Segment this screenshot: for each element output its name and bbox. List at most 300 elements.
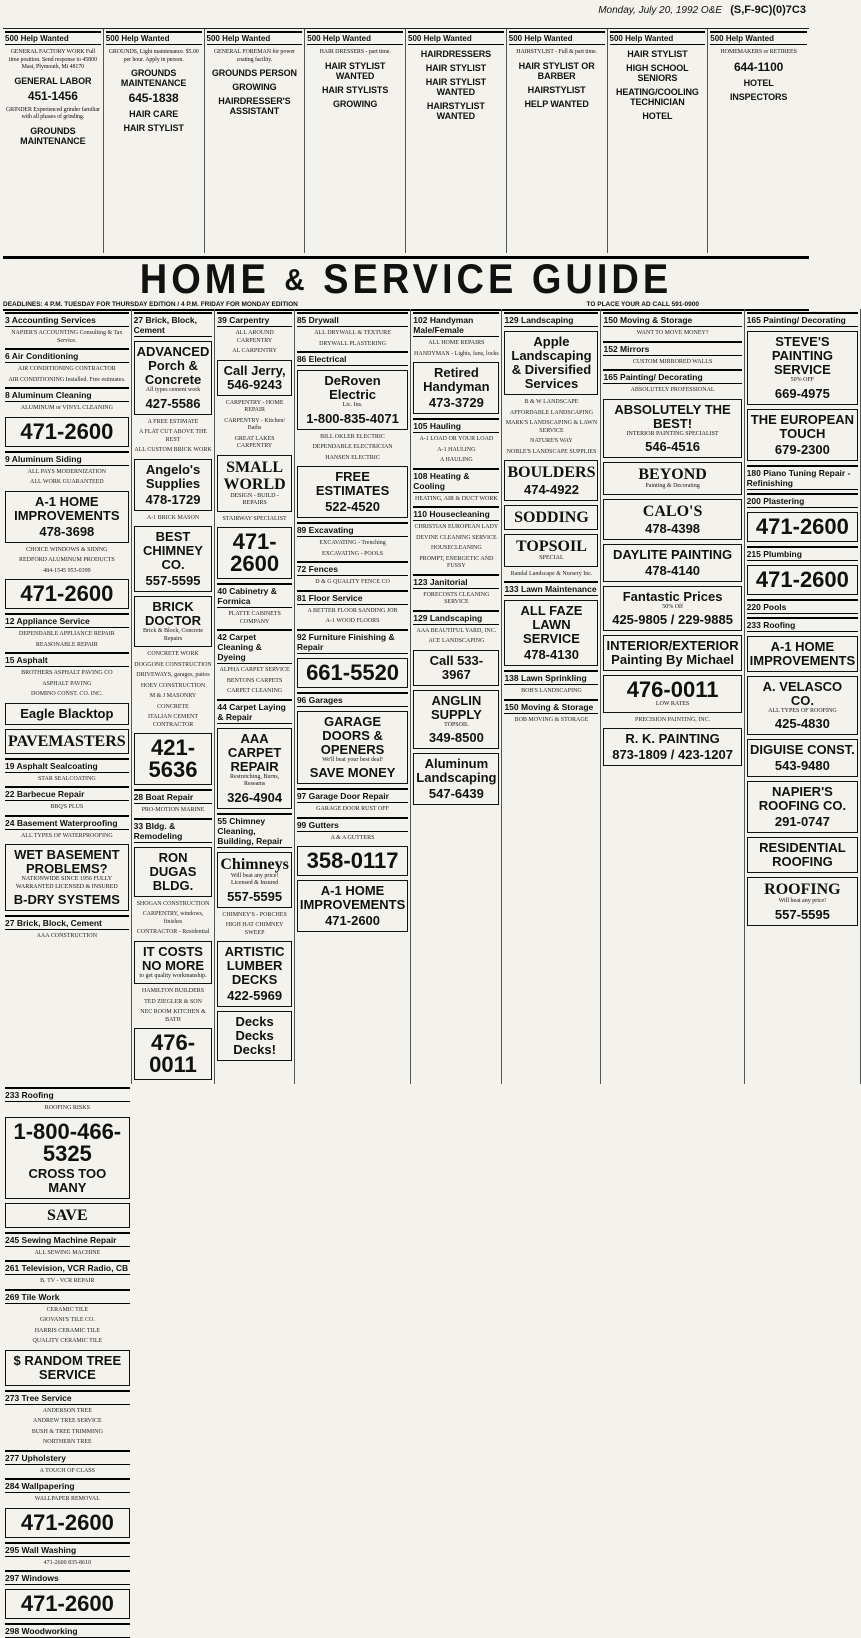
service-category-heading: 152 Mirrors bbox=[603, 341, 741, 356]
service-category-heading: 129 Landscaping bbox=[413, 610, 499, 625]
service-listing: ALL CUSTOM BRICK WORK bbox=[134, 447, 212, 453]
display-ad-text: Restretching, Burns, Reseams bbox=[230, 773, 280, 787]
display-ad bbox=[134, 459, 213, 511]
classified-ad: GROUNDS MAINTENANCE bbox=[120, 68, 187, 88]
display-ad-headline: A-1 HOME IMPROVEMENTS bbox=[14, 493, 120, 523]
display-ad-phone: 1-800-835-4071 bbox=[306, 410, 399, 426]
display-ad-headline: PAVEMASTERS bbox=[8, 732, 126, 750]
service-listing: ANDREW TREE SERVICE bbox=[33, 1418, 102, 1424]
display-ad bbox=[747, 739, 858, 777]
category-heading: 500 Help Wanted bbox=[610, 31, 706, 45]
classified-ad: HAIRSTYLIST - Full & part time. bbox=[516, 49, 598, 55]
display-ad-phone: 478-4140 bbox=[645, 562, 701, 578]
display-ad-headline: 661-5520 bbox=[306, 659, 400, 685]
issue-date: Monday, July 20, 1992 O&E bbox=[598, 5, 722, 16]
display-ad bbox=[504, 331, 598, 395]
service-category-heading: 261 Television, VCR Radio, CB bbox=[5, 1260, 130, 1275]
display-ad bbox=[504, 460, 598, 501]
classified-ad: HAIR STYLIST OR BARBER bbox=[518, 60, 595, 81]
service-listing: CONCRETE bbox=[157, 703, 189, 710]
display-ad-phone: 543-9480 bbox=[774, 758, 830, 773]
display-ad bbox=[217, 728, 291, 809]
service-category-heading: 8 Aluminum Cleaning bbox=[5, 387, 129, 402]
display-ad bbox=[603, 728, 741, 766]
display-ad-headline: 1-800-466-5325 bbox=[13, 1118, 122, 1166]
banner-title bbox=[3, 256, 809, 304]
display-ad bbox=[413, 650, 499, 686]
service-category-heading: 55 Chimney Cleaning, Building, Repair bbox=[217, 813, 291, 848]
service-category-heading: 233 Roofing bbox=[747, 617, 858, 632]
display-ad bbox=[747, 636, 858, 672]
display-ad-headline: Apple Landscaping & Diversified Services bbox=[511, 334, 592, 391]
classified-ad: 644-1100 bbox=[733, 59, 784, 74]
service-category-heading: 3 Accounting Services bbox=[5, 312, 129, 327]
display-ad bbox=[747, 409, 858, 461]
service-listing: ABSOLUTELY PROFESSIONAL bbox=[630, 387, 715, 393]
display-ad bbox=[747, 781, 858, 833]
service-listing: ALL WORK GUARANTEED bbox=[29, 479, 104, 485]
display-ad-headline: NAPIER'S ROOFING CO. bbox=[758, 784, 847, 813]
display-ad-text: LOW RATES bbox=[655, 701, 690, 707]
service-category-heading: 233 Roofing bbox=[5, 1087, 130, 1102]
display-ad-phone: 425-4830 bbox=[774, 716, 830, 731]
display-ad-headline: RESIDENTIAL ROOFING bbox=[759, 840, 846, 869]
display-ad bbox=[217, 360, 291, 396]
display-ad bbox=[217, 941, 291, 1007]
display-ad-phone: 546-4516 bbox=[645, 439, 701, 454]
service-category-heading: 215 Plumbing bbox=[747, 546, 858, 561]
classified-ad: HAIR STYLIST WANTED bbox=[425, 77, 487, 97]
classified-ad: GROUNDS MAINTENANCE bbox=[20, 125, 86, 146]
service-listing: AAA CONSTRUCTION bbox=[36, 933, 98, 939]
display-ad-phone: 427-5586 bbox=[145, 395, 201, 411]
display-ad-headline: BOULDERS bbox=[507, 464, 596, 481]
banner-title-home: HOME bbox=[139, 256, 270, 304]
classified-ad: HOTEL bbox=[743, 77, 774, 88]
classified-ad: GROUNDS PERSON bbox=[211, 68, 297, 78]
display-ad-headline: IT COSTS NO MORE bbox=[141, 943, 205, 973]
service-category-heading: 110 Housecleaning bbox=[413, 506, 499, 521]
service-listing: ALL TYPES OF WATERPROOFING bbox=[20, 832, 113, 839]
display-ad-text: 50% OFF bbox=[790, 377, 815, 383]
display-ad-phone: 291-0747 bbox=[774, 814, 830, 829]
display-ad-headline: BEYOND bbox=[638, 466, 707, 483]
display-ad bbox=[747, 512, 858, 542]
help-wanted-column bbox=[608, 29, 709, 253]
classified-ad: HELP WANTED bbox=[524, 98, 589, 109]
service-category-heading: 33 Bldg. & Remodeling bbox=[134, 818, 213, 843]
display-ad-text: DESIGN - BUILD - REPAIRS bbox=[230, 492, 280, 506]
help-wanted-column bbox=[406, 29, 507, 253]
service-listing: NORTHERN TREE bbox=[42, 1439, 92, 1445]
service-category-heading: 284 Wallpapering bbox=[5, 1478, 130, 1493]
service-category-heading: 39 Carpentry bbox=[217, 312, 291, 327]
classified-ad: HAIR STYLIST bbox=[627, 49, 688, 59]
service-listing: ALL HOME REPAIRS bbox=[428, 340, 485, 346]
service-listing: GARAGE DOOR RUST OFF bbox=[316, 806, 389, 812]
service-category-heading: 277 Upholstery bbox=[5, 1450, 130, 1465]
category-heading: 500 Help Wanted bbox=[207, 31, 303, 45]
service-listing: A-1 WOOD FLOORS bbox=[325, 618, 380, 624]
service-listing: A HAULING bbox=[439, 457, 473, 463]
service-listing: CARPET CLEANING bbox=[227, 688, 283, 694]
classified-ad: HAIR STYLIST bbox=[425, 63, 487, 73]
service-listing: CUSTOM MIRRORED WALLS bbox=[632, 358, 713, 365]
display-ad bbox=[217, 527, 291, 579]
service-category-heading: 99 Gutters bbox=[297, 817, 408, 832]
display-ad-text: Lic. Ins. bbox=[342, 402, 363, 408]
display-ad-headline: 471-2600 bbox=[755, 566, 849, 592]
service-category-heading: 15 Asphalt bbox=[5, 652, 129, 667]
service-listing: B & W LANDSCAPE bbox=[524, 399, 579, 405]
place-ad-text: TO PLACE YOUR AD CALL 591-0900 bbox=[586, 301, 699, 308]
display-ad bbox=[5, 579, 129, 609]
service-listing: HANDYMAN - Lights, fans, locks bbox=[414, 350, 499, 357]
service-category-heading: 133 Lawn Maintenance bbox=[504, 581, 598, 596]
service-listing: DOMINO CONST. CO. INC. bbox=[31, 691, 103, 697]
display-ad-headline: Eagle Blacktop bbox=[20, 705, 114, 721]
service-category-heading: 150 Moving & Storage bbox=[504, 699, 598, 714]
display-ad bbox=[217, 455, 291, 512]
display-ad-headline: 471-2600 bbox=[755, 513, 849, 539]
service-listing: EXCAVATING - POOLS bbox=[321, 550, 384, 557]
guide-column bbox=[132, 309, 216, 1084]
service-listing: DEPENDABLE ELECTRICIAN bbox=[312, 444, 393, 450]
classified-ad: HOTEL bbox=[642, 111, 673, 121]
service-category-heading: 298 Woodworking bbox=[5, 1623, 130, 1638]
display-ad bbox=[747, 676, 858, 736]
display-ad-headline: Call 533-3967 bbox=[429, 652, 484, 682]
category-heading: 500 Help Wanted bbox=[509, 31, 605, 45]
display-ad-headline: Call Jerry, 546-9243 bbox=[223, 362, 286, 392]
service-listing: ANDERSON TREE bbox=[42, 1407, 92, 1414]
display-ad bbox=[134, 847, 213, 897]
display-ad bbox=[413, 690, 499, 750]
classified-ad: HAIR STYLISTS bbox=[322, 84, 389, 95]
help-wanted-column bbox=[3, 29, 104, 253]
classified-ad: HAIR CARE bbox=[129, 109, 179, 119]
display-ad-phone: 669-4975 bbox=[774, 385, 830, 401]
service-listing: ALL PAYS MODERNIZATION bbox=[27, 468, 106, 475]
display-ad-headline: Angelo's Supplies bbox=[145, 461, 201, 491]
service-listing: HAMILTON BUILDERS bbox=[141, 988, 205, 994]
classified-ad: GRINDER Experienced grinder familiar with all phases of grinding. bbox=[5, 106, 100, 120]
service-listing: DEPENDABLE APPLIANCE REPAIR bbox=[18, 631, 115, 637]
service-category-heading: 123 Janitorial bbox=[413, 574, 499, 589]
service-category-heading: 42 Carpet Cleaning & Dyeing bbox=[217, 629, 291, 664]
display-ad-headline: STEVE'S PAINTING SERVICE bbox=[771, 334, 833, 377]
display-ad bbox=[504, 505, 598, 530]
service-listing: PLATTE CABINETS COMPANY bbox=[228, 611, 281, 625]
category-heading: 500 Help Wanted bbox=[106, 31, 202, 45]
display-ad-phone: 349-8500 bbox=[428, 730, 484, 745]
service-listing: SHOGAN CONSTRUCTION bbox=[136, 900, 210, 907]
service-listing: WALLPAPER REMOVAL bbox=[34, 1496, 100, 1502]
service-listing: 484-1545 953-0399 bbox=[43, 567, 91, 574]
service-listing: A FREE ESTIMATE bbox=[147, 418, 199, 425]
display-ad bbox=[297, 880, 408, 932]
display-ad-headline: AAA CARPET REPAIR bbox=[227, 730, 282, 774]
service-listing: WANT TO MOVE MONEY? bbox=[636, 330, 709, 336]
display-ad-phone: 326-4904 bbox=[227, 789, 283, 805]
display-ad-phone: 425-9805 / 229-9885 bbox=[612, 612, 733, 627]
classified-ad: HAIRSTYLIST WANTED bbox=[426, 101, 485, 121]
display-ad bbox=[747, 837, 858, 873]
display-ad-text: INTERIOR PAINTING SPECIALIST bbox=[626, 430, 719, 437]
display-ad-phone: 557-5595 bbox=[774, 906, 830, 922]
service-listing: ALL SEWING MACHINE bbox=[34, 1249, 101, 1256]
display-ad-headline: A-1 HOME IMPROVEMENTS bbox=[299, 883, 406, 912]
service-listing: HARRIS CERAMIC TILE bbox=[34, 1327, 100, 1334]
service-category-heading: 81 Floor Service bbox=[297, 590, 408, 605]
service-listing: DEVINE CLEANING SERVICE bbox=[416, 534, 497, 541]
service-listing: CHIMNEY'S - PORCHES bbox=[222, 911, 287, 918]
page-code: (S,F-9C)(0)7C3 bbox=[730, 4, 806, 16]
service-listing: HANSEN ELECTRIC bbox=[325, 454, 380, 461]
service-listing: BOB MOVING & STORAGE bbox=[514, 716, 589, 723]
service-category-heading: 269 Tile Work bbox=[5, 1289, 130, 1304]
display-ad bbox=[603, 586, 741, 632]
display-ad-text: 50% Off bbox=[662, 603, 683, 610]
display-ad-text: Brick & Block, Concrete Repairs bbox=[143, 628, 204, 642]
display-ad bbox=[603, 462, 741, 495]
service-category-heading: 9 Aluminum Siding bbox=[5, 451, 129, 466]
service-listing: AFFORDABLE LANDSCAPING bbox=[509, 409, 594, 416]
display-ad bbox=[5, 491, 129, 543]
display-ad-headline: 476-0011 bbox=[149, 1030, 197, 1077]
service-listing: 471-2600 835-8610 bbox=[43, 1559, 92, 1566]
service-listing: ROOFING RISKS bbox=[44, 1105, 90, 1111]
display-ad-headline: THE EUROPEAN TOUCH bbox=[750, 411, 855, 441]
display-ad-text: NATIONWIDE SINCE 1956 FULLY WARRANTED LICENSED & INSURED bbox=[15, 876, 118, 890]
service-listing: FORECOSTS CLEANING SERVICE bbox=[423, 591, 490, 605]
display-ad bbox=[134, 596, 213, 647]
display-ad-phone: 478-3698 bbox=[39, 523, 95, 539]
help-wanted-column bbox=[104, 29, 205, 253]
service-listing: A & A GUTTERS bbox=[330, 834, 375, 841]
display-ad-headline: A. VELASCO CO. bbox=[762, 678, 843, 708]
service-listing: HOEY CONSTRUCTION bbox=[140, 682, 206, 689]
display-ad-headline: ALL FAZE LAWN SERVICE bbox=[520, 603, 583, 646]
help-wanted-column bbox=[708, 29, 809, 253]
display-ad-text: Will beat any price! bbox=[778, 898, 827, 904]
service-listing: BROTHERS ASPHALT PAVING CO bbox=[21, 670, 113, 676]
service-category-heading: 220 Pools bbox=[747, 599, 858, 614]
service-category-heading: 295 Wall Washing bbox=[5, 1542, 130, 1557]
guide-column bbox=[745, 309, 861, 1084]
service-listing: B. TV - VCR REPAIR bbox=[40, 1278, 95, 1284]
display-ad-text: SPECIAL bbox=[539, 555, 564, 561]
display-ad-text: to get quality workmanship. bbox=[139, 972, 207, 979]
help-wanted-column bbox=[305, 29, 406, 253]
service-listing: A-1 HAULING bbox=[437, 446, 476, 453]
classified-ad: HAIR STYLIST bbox=[123, 123, 184, 133]
guide-column bbox=[295, 309, 411, 1084]
display-ad-headline: CALO'S bbox=[642, 502, 703, 520]
service-listing: M & J MASONRY bbox=[149, 693, 197, 699]
service-listing: CARPENTRY - Kitchen/ Baths bbox=[224, 417, 285, 431]
service-category-heading: 6 Air Conditioning bbox=[5, 348, 129, 363]
classified-ad: HAIR STYLIST WANTED bbox=[324, 60, 386, 81]
display-ad-headline: 421-5636 bbox=[148, 735, 198, 782]
classified-ad: HEATING/COOLING TECHNICIAN bbox=[615, 87, 699, 107]
display-ad bbox=[297, 370, 408, 430]
display-ad bbox=[603, 399, 741, 459]
service-listing: BILL OKLER ELECTRIC bbox=[320, 433, 385, 440]
display-ad-phone: 679-2300 bbox=[774, 441, 830, 457]
display-ad-phone: 478-4398 bbox=[645, 520, 701, 536]
display-ad bbox=[134, 941, 213, 985]
service-listing: PRECISION PAINTING, INC. bbox=[635, 716, 711, 723]
service-listing: TED ZIEGLER & SON bbox=[144, 998, 202, 1005]
banner-title-amp: & bbox=[284, 262, 309, 297]
service-category-heading: 89 Excavating bbox=[297, 522, 408, 537]
classified-ad: INSPECTORS bbox=[729, 91, 788, 102]
display-ad-headline: ARTISTIC LUMBER DECKS bbox=[224, 944, 285, 987]
display-ad-headline: Chimneys bbox=[220, 855, 289, 873]
display-ad-phone: B-DRY SYSTEMS bbox=[13, 892, 120, 907]
display-ad-headline: INTERIOR/EXTERIOR Painting By Michael bbox=[606, 638, 739, 667]
help-wanted-column bbox=[205, 29, 306, 253]
display-ad-phone: 471-2600 bbox=[325, 913, 381, 928]
display-ad-headline: R. K. PAINTING bbox=[625, 731, 720, 746]
display-ad bbox=[5, 1117, 130, 1199]
display-ad-headline: A-1 HOME IMPROVEMENTS bbox=[749, 638, 856, 668]
service-listing: STAR SEALCOATING bbox=[37, 775, 96, 782]
display-ad-headline: ABSOLUTELY THE BEST! bbox=[614, 401, 731, 431]
display-ad-headline: SODDING bbox=[514, 509, 589, 526]
display-ad-headline: ANGLIN SUPPLY bbox=[430, 692, 482, 722]
display-ad-phone: 478-1729 bbox=[145, 491, 201, 507]
display-ad-text: All types cement work bbox=[145, 387, 201, 393]
category-heading: 500 Help Wanted bbox=[408, 31, 504, 45]
display-ad-text: Painting & Decorating bbox=[645, 483, 700, 489]
display-ad bbox=[5, 1589, 130, 1619]
service-listing: GREAT LAKES CARPENTRY bbox=[234, 435, 275, 449]
help-wanted-strip bbox=[3, 28, 809, 253]
service-guide-grid bbox=[3, 309, 856, 1636]
service-listing: STAIRWAY SPECIALIST bbox=[222, 515, 287, 522]
display-ad bbox=[504, 534, 598, 567]
display-ad-headline: SMALL WORLD bbox=[223, 458, 286, 493]
display-ad bbox=[297, 711, 408, 785]
display-ad-headline: RON DUGAS BLDG. bbox=[149, 849, 197, 893]
classified-ad: 451-1456 bbox=[27, 88, 78, 103]
display-ad-headline: Fantastic Prices bbox=[622, 588, 723, 604]
service-listing: BBQ'S PLUS bbox=[50, 804, 84, 810]
display-ad bbox=[5, 417, 129, 447]
display-ad bbox=[134, 1028, 213, 1080]
display-ad bbox=[217, 852, 291, 908]
display-ad-headline: 471-2600 bbox=[20, 1509, 114, 1535]
service-category-heading: 97 Garage Door Repair bbox=[297, 788, 408, 803]
classified-ad: HIGH SCHOOL SENIORS bbox=[626, 63, 689, 83]
display-ad bbox=[5, 703, 129, 725]
display-ad-headline: 471-2600 bbox=[20, 1591, 114, 1616]
display-ad-headline: 471-2600 bbox=[230, 529, 280, 576]
display-ad-headline: BEST CHIMNEY CO. bbox=[143, 529, 203, 572]
service-category-heading: 108 Heating & Cooling bbox=[413, 468, 499, 493]
display-ad-phone: 557-5595 bbox=[145, 573, 201, 588]
service-listing: NAPIER'S ACCOUNTING Consulting & Tax Service. bbox=[11, 330, 123, 344]
service-listing: ALPHA CARPET SERVICE bbox=[219, 667, 290, 673]
classified-ad: GENERAL FACTORY WORK Full time position. Send response to 45800 Mast, Plymouth, Mi 48170 bbox=[8, 49, 97, 70]
display-ad bbox=[5, 1508, 130, 1538]
service-listing: AAA BEAUTIFUL YARD, INC. bbox=[416, 627, 497, 634]
display-ad bbox=[134, 341, 213, 415]
service-listing: HEATING, AIR & DUCT WORK bbox=[415, 495, 498, 502]
service-category-heading: 44 Carpet Laying & Repair bbox=[217, 699, 291, 724]
display-ad-headline: ROOFING bbox=[764, 881, 841, 898]
service-listing: DRIVEWAYS, garages, patios bbox=[136, 672, 210, 678]
display-ad bbox=[413, 753, 499, 805]
service-category-heading: 28 Boat Repair bbox=[134, 789, 213, 804]
classified-ad: HAIRSTYLIST bbox=[527, 84, 586, 95]
service-listing: ITALIAN CEMENT CONTRACTOR bbox=[148, 714, 199, 728]
service-listing: DOGGONE CONSTRUCTION bbox=[134, 661, 212, 668]
service-listing: ALUMINUM or VINYL CLEANING bbox=[20, 405, 113, 411]
service-listing: PRO-MOTION MARINE bbox=[141, 807, 205, 813]
service-category-heading: 27 Brick, Block, Cement bbox=[5, 915, 129, 930]
service-listing: ALL DRYWALL & TEXTURE bbox=[314, 330, 391, 336]
display-ad bbox=[603, 499, 741, 540]
display-ad-headline: Retired Handyman bbox=[423, 365, 490, 394]
service-listing: A FLAT CUT ABOVE THE REST bbox=[139, 429, 208, 443]
display-ad bbox=[297, 846, 408, 876]
display-ad-headline: 471-2600 bbox=[20, 581, 114, 606]
display-ad-headline: SAVE bbox=[47, 1206, 88, 1224]
classified-ad: HAIR DRESSERS - part time. bbox=[319, 49, 391, 55]
service-listing: QUALITY CERAMIC TILE bbox=[32, 1338, 103, 1344]
service-listing: A-1 BRICK MASON bbox=[146, 514, 200, 521]
category-heading: 500 Help Wanted bbox=[5, 31, 101, 45]
display-ad-headline: 476-0011 bbox=[626, 677, 719, 702]
service-listing: CERAMIC TILE bbox=[46, 1306, 89, 1313]
guide-column bbox=[3, 1084, 132, 1638]
classified-ad: 645-1838 bbox=[128, 91, 179, 105]
display-ad-phone: CROSS TOO MANY bbox=[28, 1165, 107, 1195]
service-listing: MARK'S LANDSCAPING & LAWN SERVICE bbox=[505, 420, 598, 434]
service-listing: AL CARPENTRY bbox=[232, 348, 277, 354]
service-category-heading: 105 Hauling bbox=[413, 418, 499, 433]
service-listing: ASPHALT PAVING bbox=[42, 680, 92, 687]
display-ad-text: TOPSOIL bbox=[444, 721, 469, 728]
service-listing: REASONABLE REPAIR bbox=[35, 641, 98, 648]
display-ad-phone: 557-5595 bbox=[227, 888, 283, 904]
display-ad bbox=[504, 600, 598, 666]
service-listing: GIOVANI'S TILE CO. bbox=[39, 1317, 95, 1323]
display-ad-headline: $ RANDOM TREE SERVICE bbox=[13, 1352, 122, 1382]
service-listing: AIR CONDITIONING CONTRACTOR bbox=[17, 366, 116, 372]
service-category-heading: 24 Basement Waterproofing bbox=[5, 815, 129, 830]
category-heading: 500 Help Wanted bbox=[710, 31, 807, 45]
display-ad-headline: DAYLITE PAINTING bbox=[612, 546, 733, 562]
display-ad-text: We'll beat your best deal! bbox=[322, 756, 384, 763]
display-ad-headline: DeRoven Electric bbox=[324, 373, 381, 402]
display-ad bbox=[5, 844, 129, 911]
display-ad-phone: SAVE MONEY bbox=[309, 765, 396, 780]
service-category-heading: 165 Painting/ Decorating bbox=[603, 369, 741, 384]
service-listing: D & G QUALITY FENCE CO bbox=[315, 579, 390, 585]
display-ad-headline: 358-0117 bbox=[306, 848, 399, 873]
display-ad bbox=[747, 331, 858, 405]
display-ad-phone: 474-4922 bbox=[523, 482, 579, 497]
classified-ad: GROWING bbox=[232, 82, 277, 92]
service-category-heading: 273 Tree Service bbox=[5, 1390, 130, 1405]
display-ad-headline: WET BASEMENT PROBLEMS? bbox=[14, 847, 120, 876]
home-service-guide-banner bbox=[3, 256, 809, 311]
guide-column bbox=[601, 309, 744, 1084]
